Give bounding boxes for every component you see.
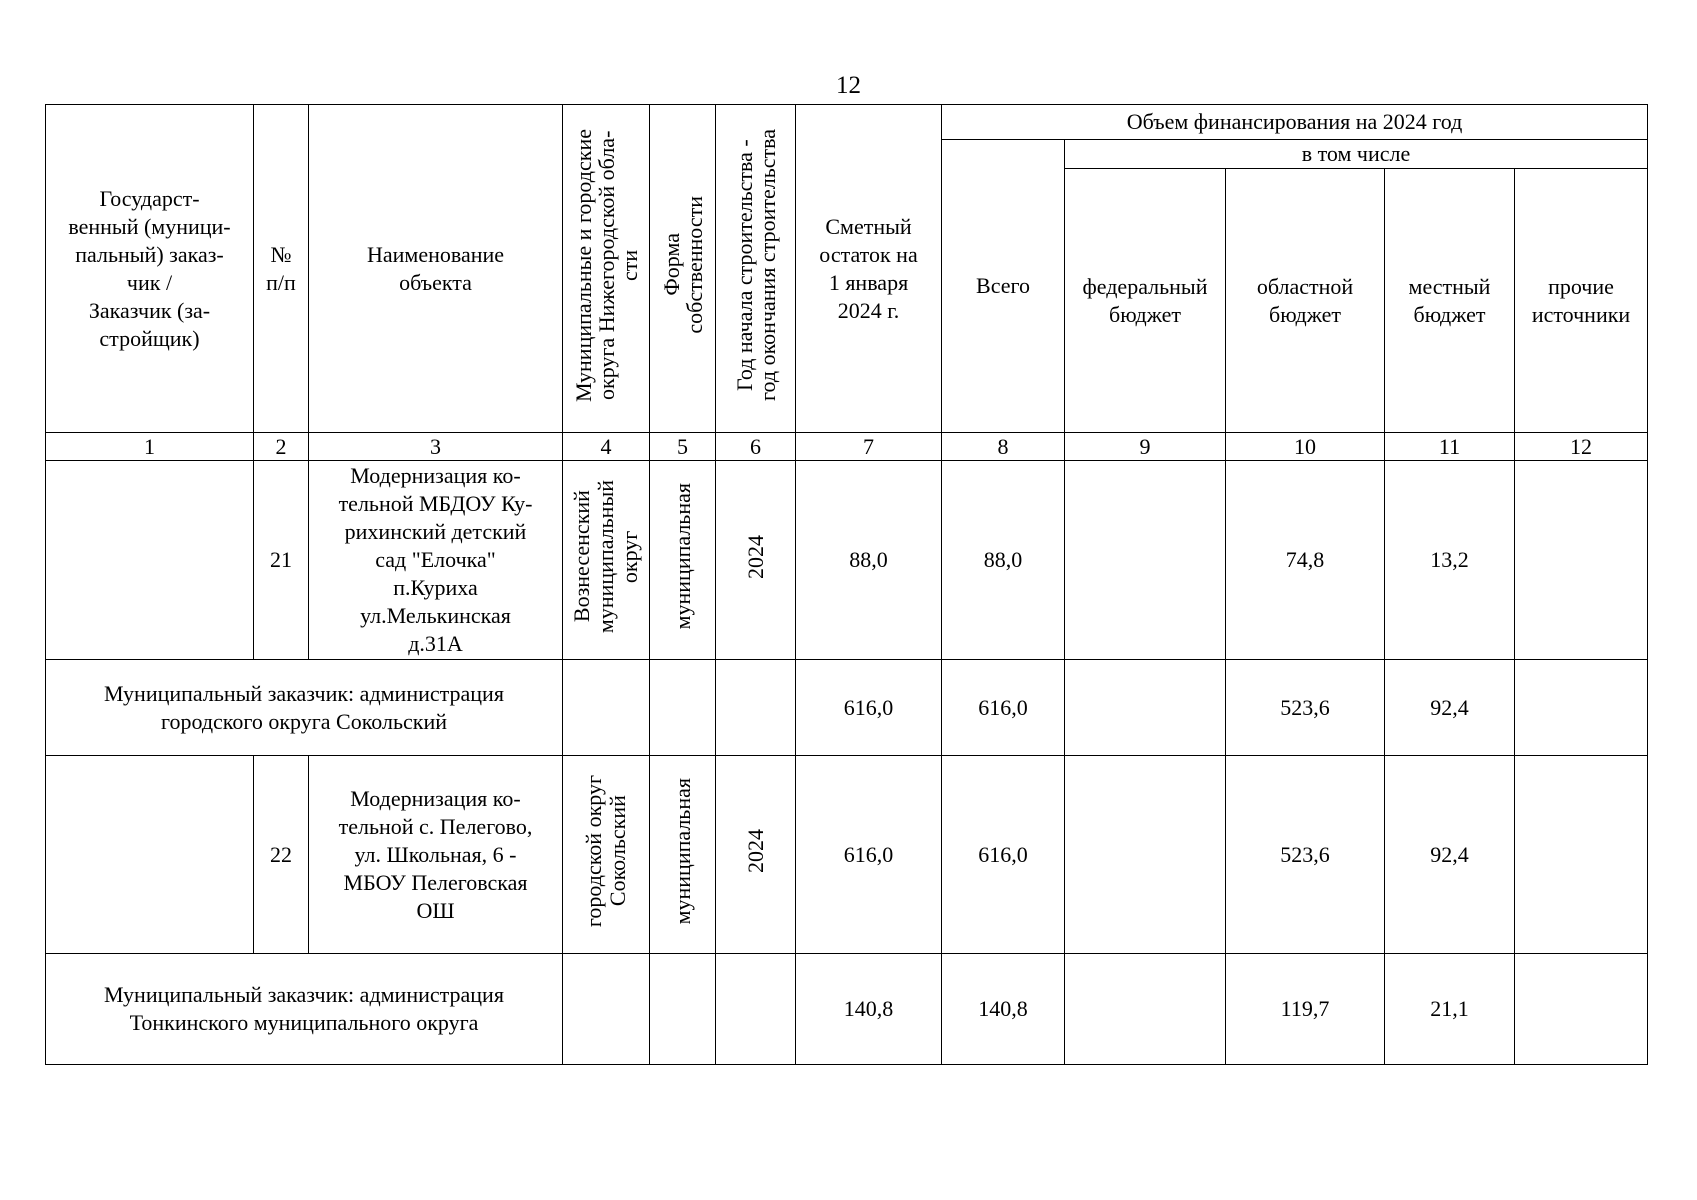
header-customer: Государст- венный (муници- пальный) заказ- чик / Заказчик (за- стройщик) [46, 105, 254, 433]
page-number: 12 [836, 72, 861, 99]
other-value [1515, 756, 1648, 954]
empty-cell [650, 660, 716, 756]
column-number: 7 [796, 433, 942, 461]
header-regional: областной бюджет [1226, 169, 1385, 433]
ownership-cell [650, 461, 716, 660]
header-other: прочие источники [1515, 169, 1648, 433]
estimate-value: 616,0 [796, 660, 942, 756]
header-district: Муниципальные и городские округа Нижегородской обла- сти [570, 128, 642, 402]
header-ownership: Форма собственности [658, 196, 707, 334]
federal-value [1065, 461, 1226, 660]
customer-cell [46, 756, 254, 954]
header-federal: федеральный бюджет [1065, 169, 1226, 433]
column-number: 11 [1385, 433, 1515, 461]
regional-value: 74,8 [1226, 461, 1385, 660]
header-including: в том числе [1065, 140, 1648, 169]
years: 2024 [742, 534, 768, 579]
regional-value: 523,6 [1226, 756, 1385, 954]
empty-cell [716, 954, 796, 1065]
column-number: 6 [716, 433, 796, 461]
district: Вознесенский муниципальный округ [569, 479, 642, 634]
district: городской округ Сокольский [581, 774, 630, 928]
column-number-row [46, 433, 1648, 461]
total-value: 616,0 [942, 660, 1065, 756]
financing-table [45, 104, 1648, 1065]
other-value [1515, 660, 1648, 756]
regional-value: 119,7 [1226, 954, 1385, 1065]
ownership-cell [650, 756, 716, 954]
column-number: 1 [46, 433, 254, 461]
local-value: 92,4 [1385, 756, 1515, 954]
empty-cell [716, 660, 796, 756]
object-name: Модернизация ко- тельной МБДОУ Ку- рихинский детский сад "Елочка" п.Куриха ул.Мелькинская д.31А [309, 461, 563, 660]
column-number: 9 [1065, 433, 1226, 461]
ownership: муниципальная [669, 777, 695, 925]
header-total: Всего [942, 140, 1065, 433]
header-financing: Объем финансирования на 2024 год [942, 105, 1648, 140]
other-value [1515, 954, 1648, 1065]
years-cell [716, 461, 796, 660]
row-number: 21 [254, 461, 309, 660]
estimate-value: 616,0 [796, 756, 942, 954]
customer-group-label: Муниципальный заказчик: администрация городского округа Сокольский [46, 660, 563, 756]
table-row [46, 461, 1648, 660]
header-years-cell [716, 105, 796, 433]
regional-value: 523,6 [1226, 660, 1385, 756]
header-years: Год начала строительства - год окончания строительства [731, 129, 780, 401]
table-row [46, 756, 1648, 954]
header-estimate: Сметный остаток на 1 января 2024 г. [796, 105, 942, 433]
column-number: 3 [309, 433, 563, 461]
ownership: муниципальная [669, 483, 695, 630]
column-number: 8 [942, 433, 1065, 461]
header-object-name: Наименование объекта [309, 105, 563, 433]
estimate-value: 140,8 [796, 954, 942, 1065]
customer-cell [46, 461, 254, 660]
years: 2024 [742, 829, 768, 873]
header-number: № п/п [254, 105, 309, 433]
header-local: местный бюджет [1385, 169, 1515, 433]
object-name: Модернизация ко- тельной с. Пелегово, ул. Школьная, 6 - МБОУ Пелеговская ОШ [309, 756, 563, 954]
customer-group-row [46, 660, 1648, 756]
district-cell [563, 756, 650, 954]
local-value: 92,4 [1385, 660, 1515, 756]
years-cell [716, 756, 796, 954]
column-number: 12 [1515, 433, 1648, 461]
column-number: 4 [563, 433, 650, 461]
federal-value [1065, 954, 1226, 1065]
local-value: 21,1 [1385, 954, 1515, 1065]
federal-value [1065, 756, 1226, 954]
total-value: 616,0 [942, 756, 1065, 954]
column-number: 10 [1226, 433, 1385, 461]
total-value: 140,8 [942, 954, 1065, 1065]
customer-group-row [46, 954, 1648, 1065]
total-value: 88,0 [942, 461, 1065, 660]
estimate-value: 88,0 [796, 461, 942, 660]
district-cell [563, 461, 650, 660]
header-ownership-cell [650, 105, 716, 433]
empty-cell [650, 954, 716, 1065]
header-district-cell [563, 105, 650, 433]
column-number: 5 [650, 433, 716, 461]
column-number: 2 [254, 433, 309, 461]
local-value: 13,2 [1385, 461, 1515, 660]
empty-cell [563, 660, 650, 756]
row-number: 22 [254, 756, 309, 954]
empty-cell [563, 954, 650, 1065]
federal-value [1065, 660, 1226, 756]
other-value [1515, 461, 1648, 660]
customer-group-label: Муниципальный заказчик: администрация Тонкинского муниципального округа [46, 954, 563, 1065]
